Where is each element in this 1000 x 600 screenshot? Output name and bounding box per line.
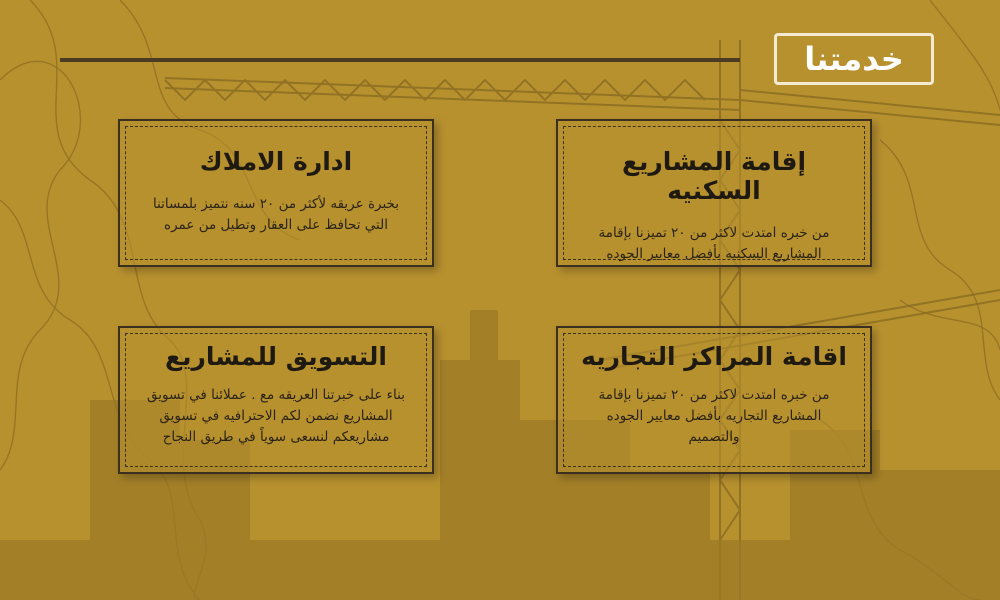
service-description: بخبرة عريقه لأكثر من ٢٠ سنه نتميز بلمساتنا التي تحافظ على العقار وتطيل من عمره: [152, 196, 400, 233]
service-description: من خبره امتدت لاكثر من ٢٠ تميزنا بإقامة المشاريع التجاريه بأفضل معايير الجوده والتصميم: [598, 387, 830, 445]
service-title: ادارة الاملاك: [199, 147, 353, 176]
service-description: من خبره امتدت لاكثر من ٢٠ تميزنا بإقامة المشاريع السكنيه بأفضل معايير الجوده: [598, 225, 830, 262]
service-card-property-management: [118, 119, 434, 267]
service-card-commercial: [556, 326, 872, 474]
service-card-marketing: [118, 326, 434, 474]
service-title: إقامة المشاريع السكنيه: [621, 147, 807, 205]
service-title: التسويق للمشاريع: [165, 342, 387, 371]
page-title: خدمتنا: [774, 33, 934, 85]
header-divider-line: [60, 58, 740, 62]
service-description: بناء على خبرتنا العريقه مع . عملائنا في تسويق المشاريع نضمن لكم الاحترافيه في تسويق مشاريعكم لنسعى سوياً في طريق النجاح: [147, 387, 405, 445]
service-card-residential: [556, 119, 872, 267]
service-title: اقامة المراكز التجاريه: [581, 342, 847, 371]
